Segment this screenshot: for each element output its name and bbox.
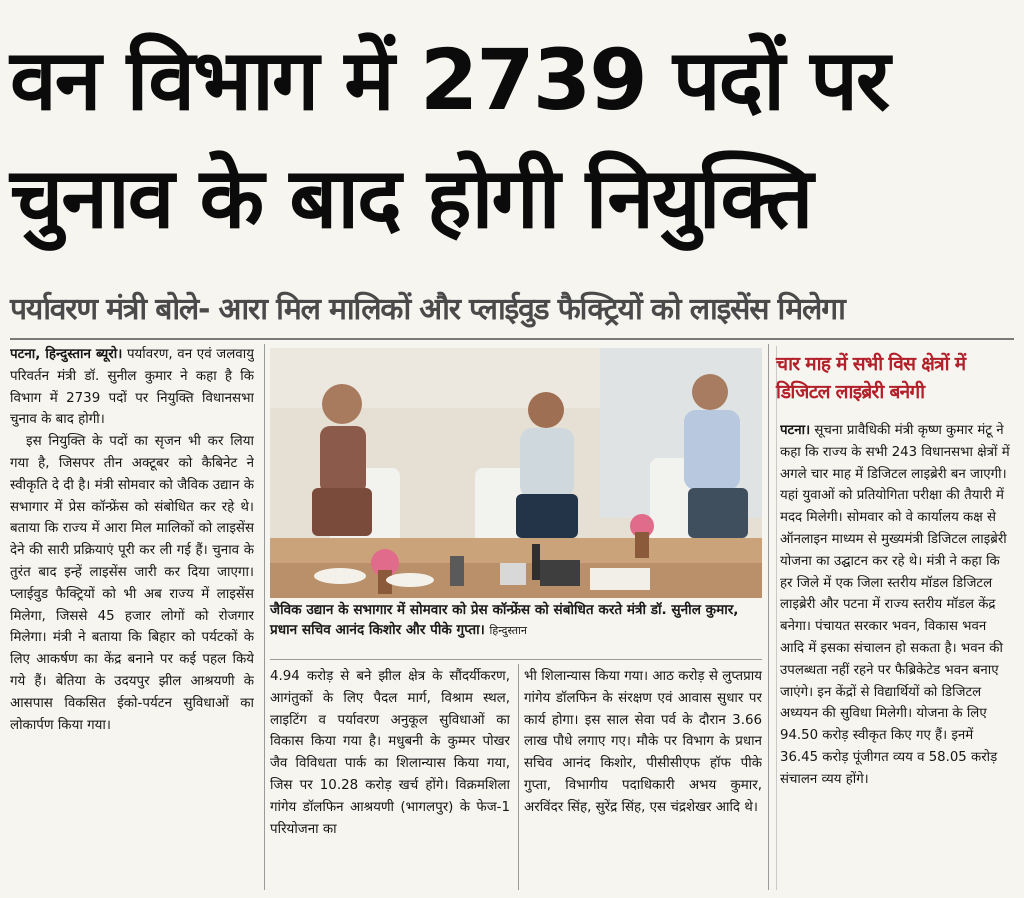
- article-column-1: [10, 344, 254, 890]
- photo-credit: हिन्दुस्तान: [489, 624, 527, 637]
- article-paragraph-2: इस नियुक्ति के पदों का सृजन भी कर लिया गया है, जिसपर तीन अक्टूबर को कैबिनेट ने स्वीकृति दे दी है। मंत्री सोमवार को जैविक उद्यान के सभागार में प्रेस कॉन्फ्रेंस को संबोधित कर रहे थे। बताया कि राज्य में आरा मिल मालिकों को लाइसेंस देने की सारी प्रक्रियाएं पूरी कर ली गई हैं। चुनाव के तुरंत बाद इन्हें लाइसेंस जारी कर दिया जाएगा। प्लाईवुड फैक्ट्रियों को भी अब राज्य में लाइसेंस मिलेगा, जिससे 45 हजार लोगों को रोजगार मिलेगा। मंत्री ने बताया कि बिहार को पर्यटकों के लिए आकर्षण का केंद्र बनाने पर कई पहल किये गये हैं। बेतिया के उदयपुर झील आश्रयणी के आसपास विकसित ईको-पर्यटन सुविधाओं का लोकार्पण किया गया।: [10, 434, 254, 733]
- sidebar-title: चार माह में सभी विस क्षेत्रों में डिजिटल लाइब्रेरी बनेगी: [776, 353, 966, 403]
- article-dateline: पटना, हिन्दुस्तान ब्यूरो।: [10, 347, 123, 362]
- photo-caption-text: जैविक उद्यान के सभागार में सोमवार को प्रेस कॉन्फ्रेंस को संबोधित करते मंत्री डॉ. सुनील कुमार, प्रधान सचिव आनंद किशोर और पीके गुप्ता।: [270, 602, 739, 638]
- subheadline-divider: [10, 338, 1014, 340]
- column-divider-3: [768, 344, 769, 890]
- headline-line-2: चुनाव के बाद होगी नियुक्ति: [10, 149, 812, 247]
- photo-illustration: [270, 348, 762, 598]
- sidebar-body: [780, 420, 1014, 890]
- article-column-3: भी शिलान्यास किया गया। आठ करोड़ से लुप्तप्राय गांगेय डॉलफिन के संरक्षण एवं आवास सुधार पर कार्य होगा। इस साल सेवा पर्व के दौरान 3.66 लाख पौधे लगाए गए। मौके पर विभाग के प्रधान सचिव आनंद किशोर, पीसीसीएफ हॉफ पीके गुप्ता, विभागीय पदाधिकारी अभय कुमार, अरविंदर सिंह, सुरेंद्र सिंह, एस चंद्रशेखर आदि थे।: [524, 669, 762, 815]
- press-conference-photo: [270, 348, 762, 598]
- subheadline: पर्यावरण मंत्री बोले- आरा मिल मालिकों और प्लाईवुड फैक्ट्रियों को लाइसेंस मिलेगा: [10, 292, 845, 327]
- sidebar-body-text: सूचना प्रावैधिकी मंत्री कृष्ण कुमार मंटू ने कहा कि राज्य के सभी 243 विधानसभा क्षेत्रों में अगले चार माह में डिजिटल लाइब्रेरी बन जाएगी। यहां युवाओं को प्रतियोगिता परीक्षा की तैयारी में मदद मिलेगी। सोमवार को वे कार्यालय कक्ष से ऑनलाइन माध्यम से मुख्यमंत्री डिजिटल लाइब्रेरी योजना का उद्घाटन कर रहे थे। मंत्री ने कहा कि हर जिले में एक जिला स्तरीय मॉडल डिजिटल लाइब्रेरी और पटना में राज्य स्तरीय मॉडल केंद्र बनेगा। पंचायत सरकार भवन, विकास भवन आदि में इसका संचालन हो सकता है। भवन की उपलब्धता नहीं रहने पर फैब्रिकेटेड भवन बनाए जाएंगे। इन केंद्रों से विद्यार्थियों को डिजिटल अध्ययन की सुविधा मिलेगी। योजना के लिए 94.50 करोड़ स्वीकृत किए गए हैं। इनमें 36.45 करोड़ पूंजीगत व्यय व 58.05 करोड़ संचालन व्यय होंगे।: [780, 423, 1010, 787]
- photo-caption: [270, 600, 762, 660]
- column-divider-1: [264, 344, 265, 890]
- article-intro-text: पर्यावरण, वन एवं जलवायु परिवर्तन मंत्री डॉ. सुनील कुमार ने कहा है कि विभाग में 2739 पदों पर नियुक्ति विधानसभा चुनाव के बाद होगी।: [10, 347, 254, 428]
- article-column-2: 4.94 करोड़ से बने झील क्षेत्र के सौंदर्यीकरण, आगंतुकों के लिए पैदल मार्ग, विश्राम स्थल, लाइटिंग व पर्यावरण अनुकूल सुविधाओं का विकास किया गया है। मधुबनी के कुम्मर पोखर जैव विविधता पार्क का शिलान्यास किया गया, जिस पर 10.28 करोड़ खर्च होंगे। विक्रमशिला गांगेय डॉलफिन आश्रयणी (भागलपुर) के फेज-1 परियोजना का: [270, 669, 510, 837]
- headline-line-1: वन विभाग में 2739 पदों पर: [10, 31, 889, 129]
- column-divider-2: [518, 664, 519, 890]
- sidebar-dateline: पटना।: [780, 423, 811, 438]
- article-intro-paragraph: [10, 344, 254, 431]
